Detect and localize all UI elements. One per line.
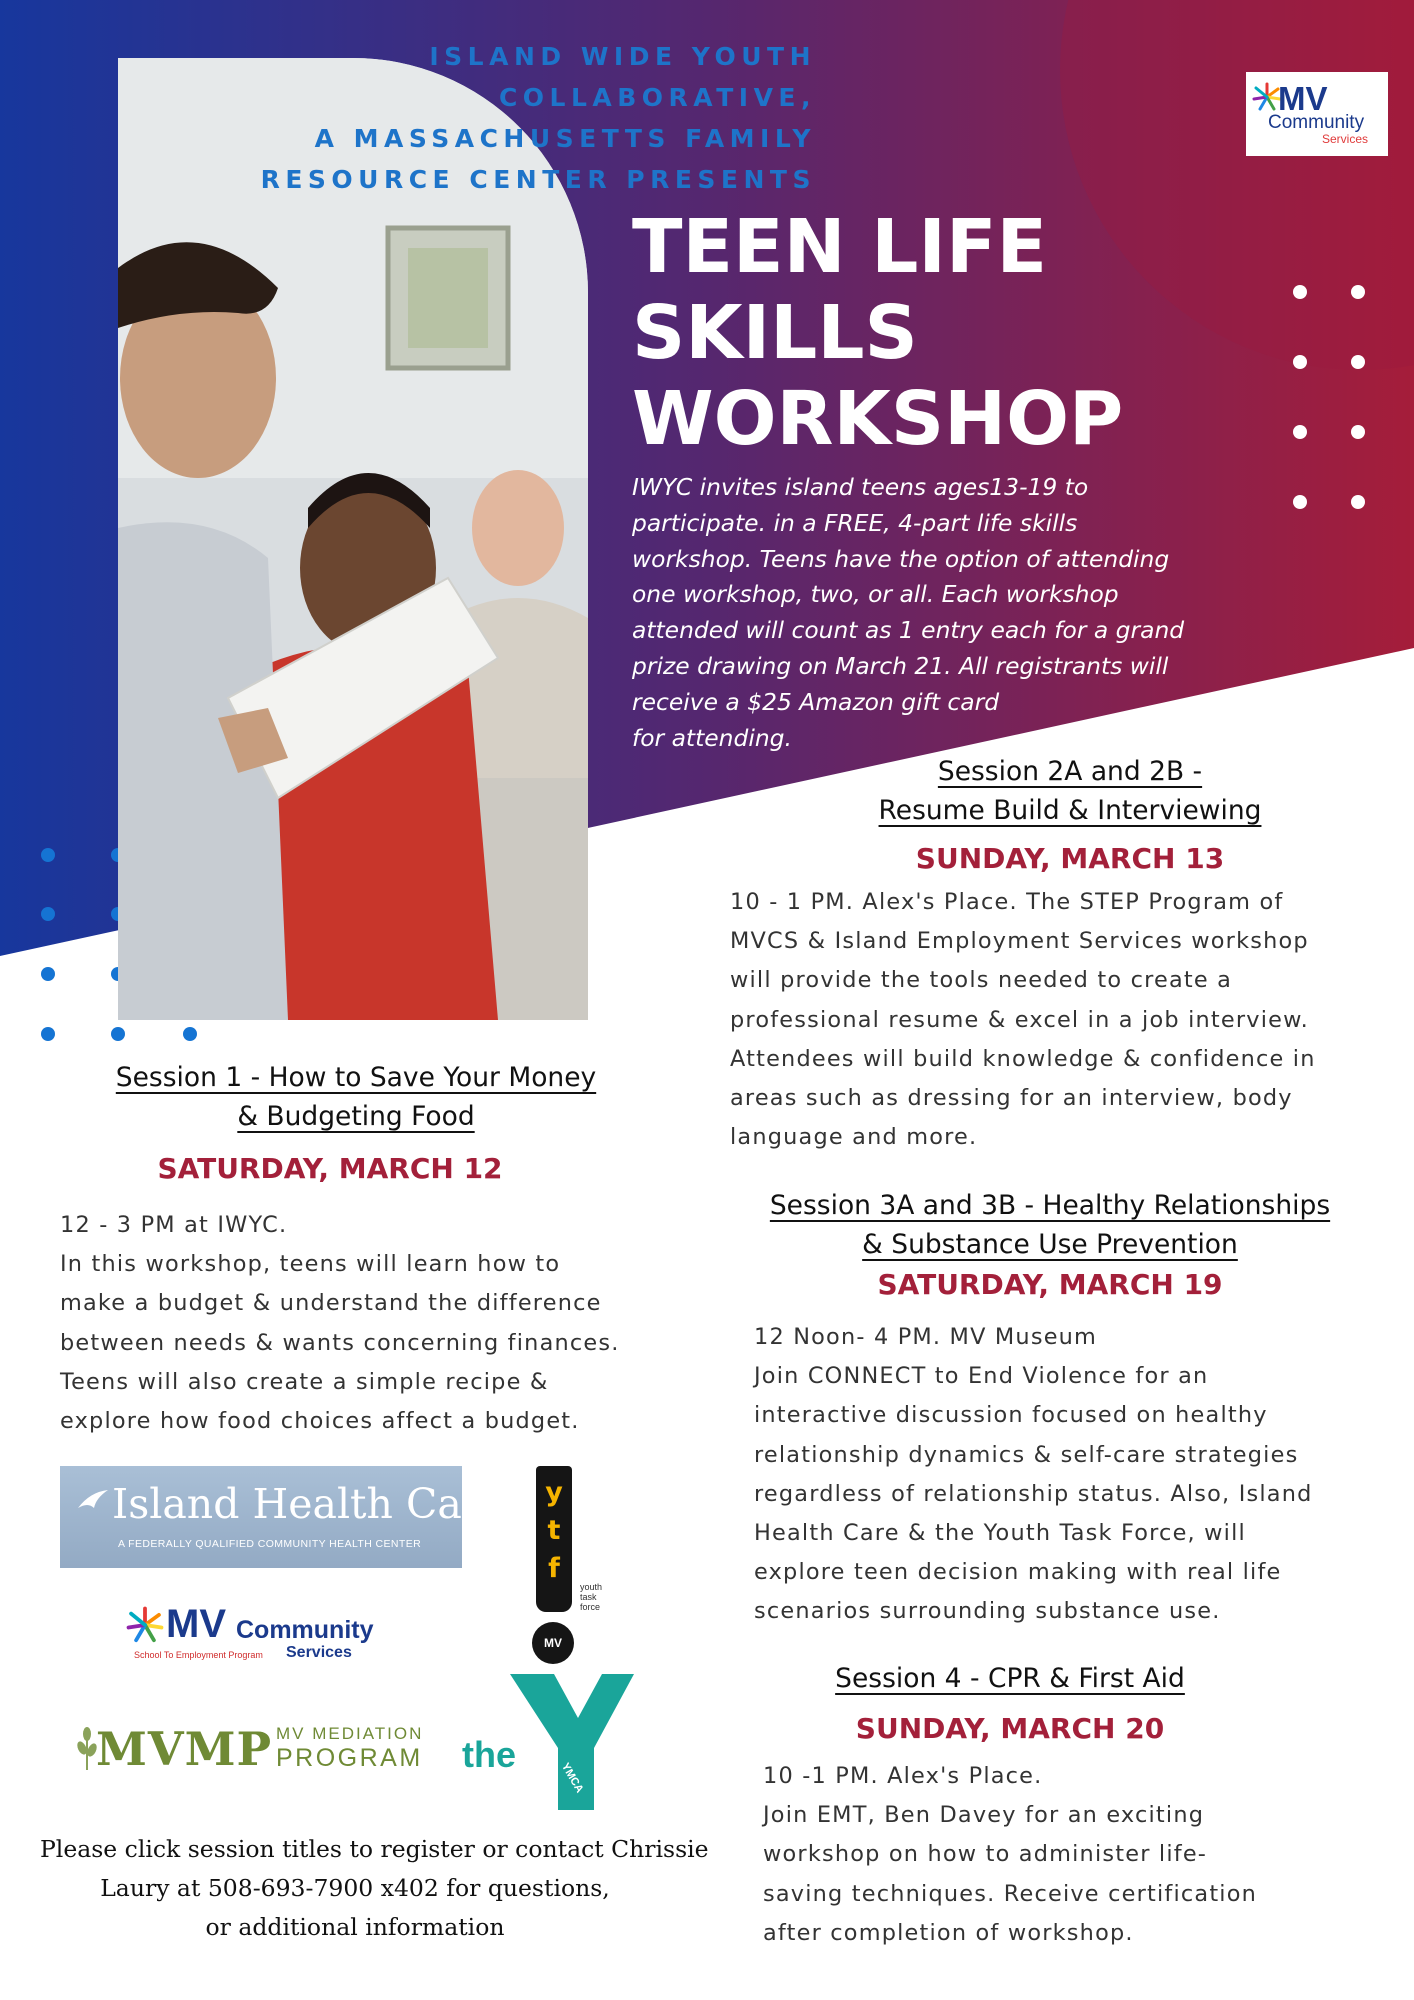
session-1-date: SATURDAY, MARCH 12	[157, 1152, 503, 1185]
session-1-title-line[interactable]: & Budgeting Food	[237, 1101, 475, 1132]
session-4-line: 10 -1 PM. Alex's Place.	[763, 1763, 1043, 1789]
intro-line: prize drawing on March 21. All registrants will	[632, 651, 1169, 680]
session-2-line: language and more.	[730, 1124, 978, 1151]
session-3-description	[754, 1318, 1394, 1632]
intro-line: for attending.	[632, 723, 792, 752]
session-4-line: after completion of workshop.	[763, 1919, 1134, 1946]
session-3-line: Health Care & the Youth Task Force, will	[754, 1520, 1246, 1547]
mvmp-line-1: MV MEDIATION	[276, 1724, 424, 1743]
intro-line: workshop. Teens have the option of attending	[632, 544, 1170, 573]
session-1-line: Teens will also create a simple recipe &	[60, 1368, 549, 1395]
footer-line: Please click session titles to register or contact Chrissie	[40, 1835, 709, 1863]
ytf-words: youth task force	[580, 1582, 603, 1612]
session-2-line: Attendees will build knowledge & confidence in	[730, 1045, 1316, 1072]
session-3-line: relationship dynamics & self-care strategies	[754, 1441, 1299, 1468]
session-4-title-line[interactable]: Session 4 - CPR & First Aid	[835, 1663, 1185, 1694]
session-3-line: scenarios surrounding substance use.	[754, 1598, 1221, 1625]
title-line: TEEN LIFE	[632, 204, 1048, 290]
presenter-line: ISLAND WIDE YOUTH	[429, 42, 816, 71]
logo-services-text: Services	[286, 1644, 352, 1661]
ihc-name: Island Health Care	[112, 1480, 506, 1528]
ymca-the-text: the	[462, 1734, 516, 1775]
page-title	[632, 204, 1192, 462]
ymca-label: YMCA	[558, 1760, 586, 1796]
ihc-tagline: A FEDERALLY QUALIFIED COMMUNITY HEALTH CENTER	[118, 1538, 422, 1550]
logo-mv-text: MV	[1278, 80, 1328, 117]
session-1-title-line[interactable]: Session 1 - How to Save Your Money	[115, 1062, 597, 1093]
intro-line: one workshop, two, or all. Each workshop	[632, 580, 1119, 609]
session-2-description	[730, 883, 1390, 1157]
session-3-title-line[interactable]: Session 3A and 3B - Healthy Relationships	[769, 1190, 1331, 1221]
session-2-line: areas such as dressing for an interview, body	[730, 1085, 1293, 1112]
session-2-title-link[interactable]	[820, 752, 1320, 830]
session-3-line: explore teen decision making with real life	[754, 1559, 1282, 1586]
session-4-date: SUNDAY, MARCH 20	[855, 1712, 1165, 1745]
title-line: WORKSHOP	[632, 376, 1124, 462]
presenter-heading	[56, 36, 816, 200]
session-2-title-line[interactable]: Resume Build & Interviewing	[878, 795, 1262, 826]
session-1-title-link[interactable]	[60, 1058, 652, 1136]
footer-line: or additional information	[205, 1913, 505, 1941]
session-2-line: 10 - 1 PM. Alex's Place. The STEP Program of	[730, 889, 1284, 915]
mv-community-services-logo	[1246, 72, 1388, 156]
ytf-mv-badge: MV	[532, 1622, 574, 1664]
session-1-line: between needs & wants concerning finances.	[60, 1329, 620, 1356]
intro-paragraph	[632, 470, 1252, 756]
logo-mv-text: MV	[166, 1602, 226, 1646]
session-1-line: In this workshop, teens will learn how to	[60, 1251, 561, 1278]
logo-community-text: Community	[1268, 112, 1365, 133]
session-2-date: SUNDAY, MARCH 13	[915, 842, 1225, 875]
presenter-line: RESOURCE CENTER PRESENTS	[260, 165, 816, 194]
starburst-icon	[126, 1606, 164, 1644]
leaf-sprig-icon	[76, 1726, 98, 1772]
session-3-title-link[interactable]	[730, 1186, 1370, 1264]
intro-line: participate. in a FREE, 4-part life skills	[632, 508, 1078, 537]
logo-services-text: Services	[1322, 132, 1369, 146]
presenter-line: COLLABORATIVE,	[498, 83, 816, 112]
mvmp-line-2: PROGRAM	[276, 1744, 423, 1772]
workshop-photo	[118, 58, 588, 1020]
session-4-line: Join EMT, Ben Davey for an exciting	[763, 1802, 1205, 1829]
session-4-line: saving techniques. Receive certification	[763, 1880, 1258, 1907]
intro-line: receive a $25 Amazon gift card	[632, 687, 1000, 716]
mvmp-name: MVMP	[96, 1722, 273, 1776]
presenter-line: A MASSACHUSETTS FAMILY	[314, 124, 816, 153]
session-1-line: 12 - 3 PM at IWYC.	[60, 1212, 288, 1238]
session-4-description	[763, 1757, 1363, 1953]
bird-icon	[76, 1488, 110, 1516]
youth-task-force-logo	[530, 1466, 620, 1666]
mv-mediation-program-logo	[76, 1718, 436, 1782]
session-3-date: SATURDAY, MARCH 19	[877, 1268, 1223, 1301]
title-line: SKILLS	[632, 290, 918, 376]
mvcs-step-logo	[126, 1600, 396, 1670]
logo-program-text: School To Employment Program	[134, 1650, 263, 1660]
session-4-line: workshop on how to administer life-	[763, 1841, 1208, 1868]
ytf-letters: y t f	[545, 1477, 563, 1584]
logo-community-text: Community	[236, 1616, 374, 1644]
session-2-line: will provide the tools needed to create a	[730, 967, 1233, 994]
footer-line: Laury at 508-693-7900 x402 for questions,	[100, 1874, 610, 1902]
session-2-line: professional resume & excel in a job interview.	[730, 1006, 1309, 1033]
session-2-line: MVCS & Island Employment Services workshop	[730, 928, 1309, 955]
session-1-line: make a budget & understand the difference	[60, 1290, 602, 1317]
session-3-line: interactive discussion focused on healthy	[754, 1402, 1268, 1429]
intro-line: IWYC invites island teens ages13-19 to	[632, 473, 1089, 501]
registration-contact-note	[40, 1830, 709, 1947]
session-3-title-line[interactable]: & Substance Use Prevention	[862, 1229, 1238, 1260]
session-3-line: 12 Noon- 4 PM. MV Museum	[754, 1324, 1098, 1350]
session-1-line: explore how food choices affect a budget.	[60, 1408, 580, 1435]
session-1-description	[60, 1206, 680, 1441]
session-3-line: regardless of relationship status. Also, Island	[754, 1480, 1313, 1507]
session-3-line: Join CONNECT to End Violence for an	[754, 1363, 1209, 1390]
ymca-logo	[458, 1672, 638, 1812]
session-4-title-link[interactable]	[760, 1659, 1260, 1698]
island-health-care-logo	[60, 1466, 506, 1568]
session-2-title-line[interactable]: Session 2A and 2B -	[937, 756, 1203, 787]
intro-line: attended will count as 1 entry each for a grand	[632, 616, 1185, 645]
